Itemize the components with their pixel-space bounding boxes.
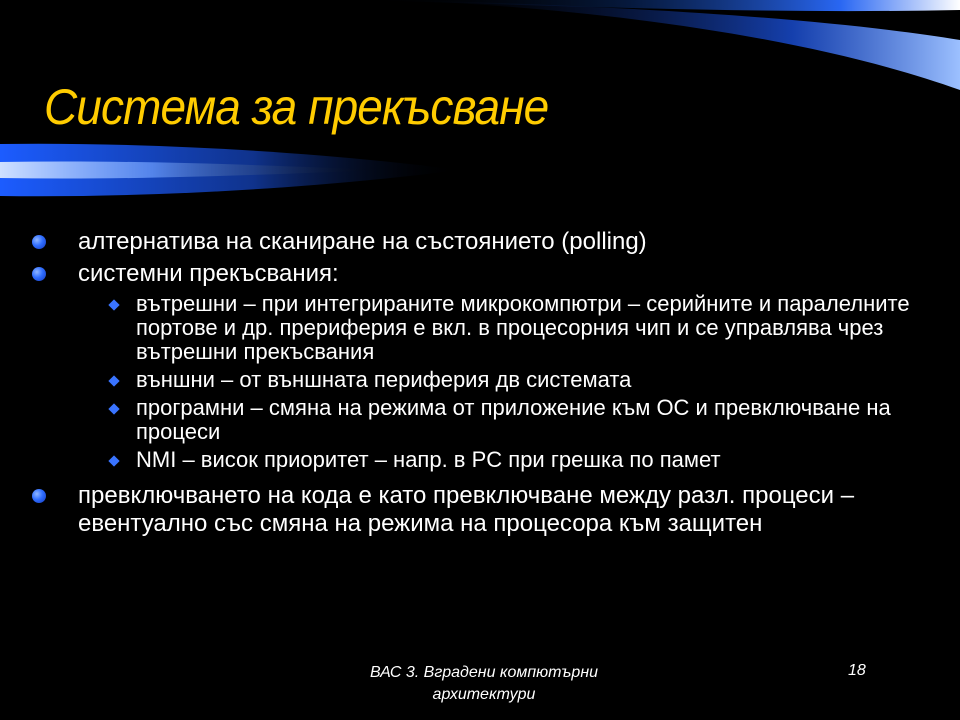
bullet-item (30, 260, 930, 288)
sub-bullet-item (30, 396, 916, 444)
sub-bullet-item (30, 292, 916, 364)
round-bullet-icon (32, 235, 46, 249)
slide-title: Система за прекъсване (44, 79, 549, 135)
slide-footer: ВАС 3. Вградени компютърни архитектури (369, 664, 599, 703)
sub-bullet-text: външни – от външната периферия дв системата (136, 367, 632, 392)
diamond-bullet-icon (108, 375, 119, 386)
sub-bullet-item (30, 448, 916, 472)
sub-bullet-item (30, 368, 916, 392)
sub-bullet-list (30, 292, 930, 472)
sub-bullet-text: програмни – смяна на режима от приложение към ОС и превключване на процеси (136, 395, 891, 444)
page-number: 18 (848, 662, 866, 679)
diamond-bullet-icon (108, 299, 119, 310)
sub-bullet-text: вътрешни – при интегрираните микрокомпютри – серийните и паралелните портове и др. прериферия е вкл. в процесорния чип и се управлява чрез вътрешни прекъсвания (136, 291, 910, 364)
diamond-bullet-icon (108, 403, 119, 414)
bullet-item (30, 482, 928, 538)
decorative-swoosh-mid (0, 140, 460, 200)
bullet-text: алтернатива на сканиране на състоянието (polling) (78, 228, 647, 255)
diamond-bullet-icon (108, 455, 119, 466)
bullet-item (30, 228, 930, 256)
round-bullet-icon (32, 489, 46, 503)
bullet-text: превключването на кода е като превключване между разл. процеси – евентуално със смяна на режима на процесора към защитен (78, 482, 855, 537)
bullet-list (30, 228, 930, 542)
round-bullet-icon (32, 267, 46, 281)
sub-bullet-text: NMI – висок приоритет – напр. в PC при грешка по памет (136, 447, 721, 472)
bullet-text: системни прекъсвания: (78, 260, 339, 287)
